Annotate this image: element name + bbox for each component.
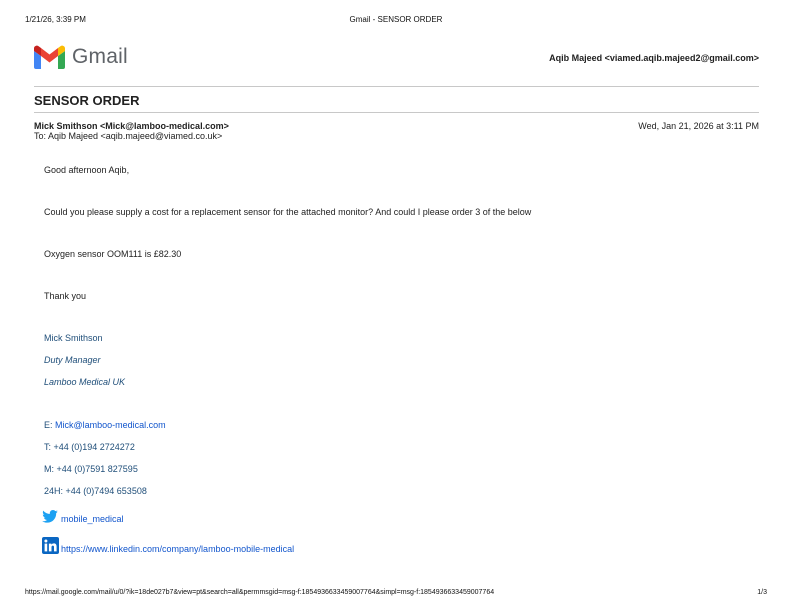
gmail-wordmark: Gmail — [72, 45, 128, 68]
print-header — [25, 15, 767, 27]
email-recipient: To: Aqib Majeed <aqib.majeed@viamed.co.uk> — [34, 131, 223, 141]
signature-phone-t: T: +44 (0)194 2724272 — [44, 442, 135, 452]
email-closing: Thank you — [44, 291, 87, 301]
email-paragraph-2: Oxygen sensor OOM111 is £82.30 — [44, 249, 182, 259]
linkedin-link[interactable]: https://www.linkedin.com/company/lamboo-mobile-medical — [61, 544, 295, 554]
gmail-logo — [34, 45, 128, 69]
email-date: Wed, Jan 21, 2026 at 3:11 PM — [638, 121, 759, 131]
signature-email-prefix: E: — [44, 420, 56, 430]
linkedin-icon[interactable] — [42, 537, 59, 554]
print-footer — [25, 589, 767, 599]
subject-divider — [34, 112, 759, 113]
signature-role: Duty Manager — [44, 355, 101, 365]
signature-email-line — [44, 420, 166, 430]
signature-name: Mick Smithson — [44, 333, 103, 343]
linkedin-row — [42, 537, 294, 554]
twitter-link[interactable]: mobile_medical — [61, 514, 124, 524]
twitter-row — [42, 510, 124, 523]
email-paragraph-1: Could you please supply a cost for a replacement sensor for the attached monitor? And could I please order 3 of the below — [44, 207, 532, 217]
signature-company: Lamboo Medical UK — [44, 377, 126, 387]
gmail-m-icon — [34, 45, 65, 69]
print-datetime: 1/21/26, 3:39 PM — [25, 15, 86, 24]
signature-phone-24h: 24H: +44 (0)7494 653508 — [44, 486, 147, 496]
signature-phone-m: M: +44 (0)7591 827595 — [44, 464, 138, 474]
print-page-title: Gmail - SENSOR ORDER — [349, 15, 443, 24]
email-subject: SENSOR ORDER — [34, 93, 140, 108]
signature-email-link[interactable]: Mick@lamboo-medical.com — [55, 420, 166, 430]
header-divider — [34, 86, 759, 87]
twitter-bird-icon[interactable] — [42, 510, 58, 523]
print-page-number: 1/3 — [757, 589, 767, 596]
account-label: Aqib Majeed <viamed.aqib.majeed2@gmail.com> — [549, 53, 759, 63]
email-greeting: Good afternoon Aqib, — [44, 165, 130, 175]
email-sender: Mick Smithson <Mick@lamboo-medical.com> — [34, 121, 229, 131]
print-url: https://mail.google.com/mail/u/0/?ik=18de027b7&view=pt&search=all&permmsgid=msg-f:1854936633459007764&simpl=msg-f:1854936633459007764 — [25, 589, 495, 596]
